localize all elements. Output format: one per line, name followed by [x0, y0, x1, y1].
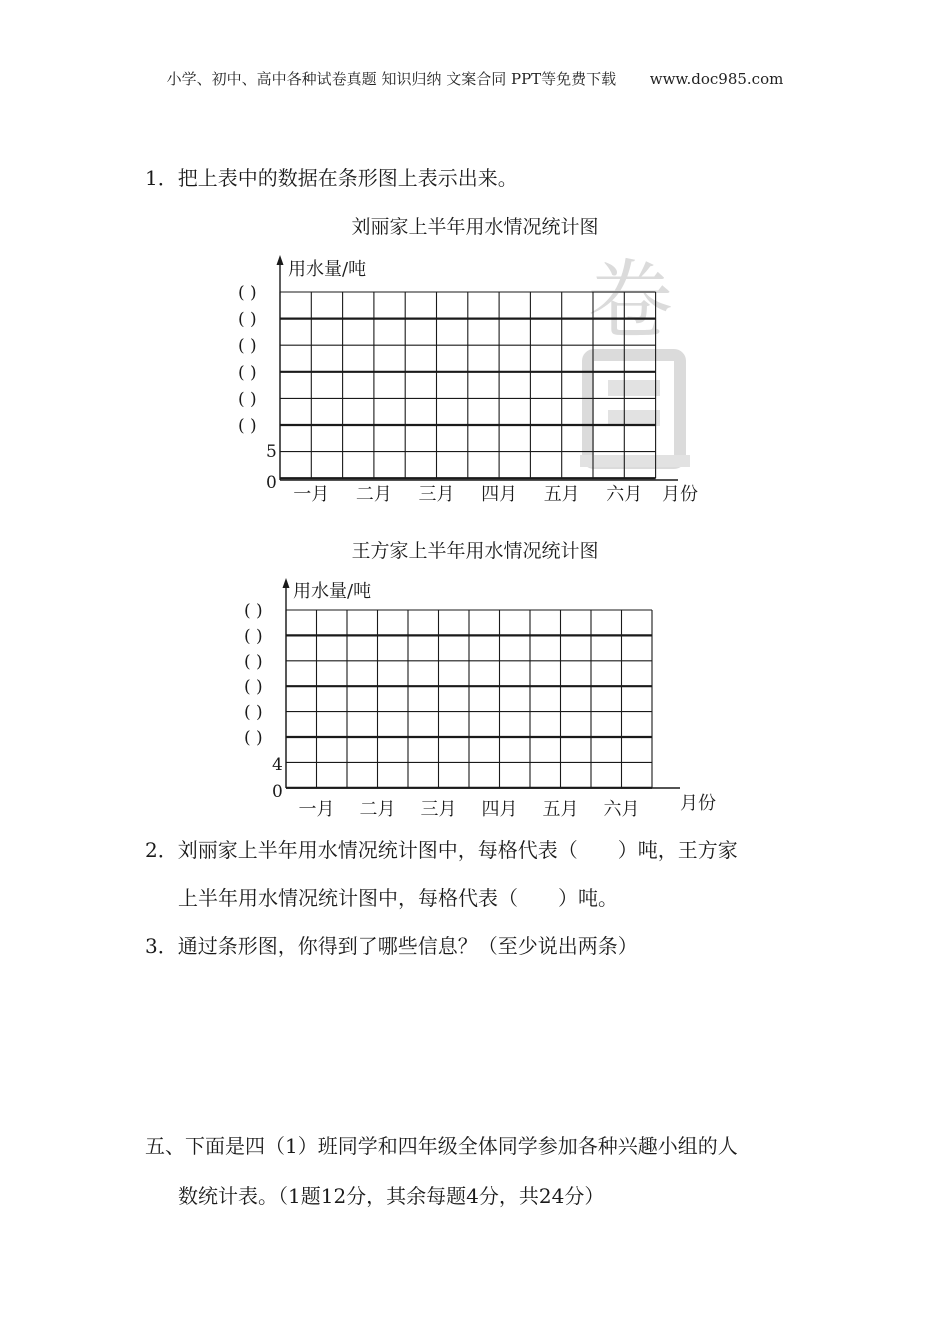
- chart-2-xlabel: 月份: [680, 793, 716, 814]
- chart-1-grid: [280, 292, 656, 478]
- question-1-number: 1．: [145, 166, 178, 190]
- chart-2-month-label: 二月: [359, 798, 396, 820]
- chart-2-month-label: 五月: [542, 798, 579, 820]
- chart-1-month-label: 三月: [418, 484, 455, 506]
- chart-2-ylabel: 用水量/吨: [293, 581, 372, 602]
- chart-1-ytick-blank: ( ): [238, 336, 257, 357]
- chart-2-month-label: 三月: [420, 798, 457, 820]
- question-2-number: 2．: [145, 838, 178, 862]
- question-2-line-1: 刘丽家上半年用水情况统计图中，每格代表（ ）吨，王方家: [177, 838, 738, 862]
- section-5-line-1: 五、下面是四（1）班同学和四年级全体同学参加各种兴趣小组的人: [145, 1134, 738, 1158]
- chart-1-ylabel: 用水量/吨: [288, 259, 367, 280]
- chart-2: [238, 573, 718, 823]
- chart-1-ytick-blank: ( ): [238, 389, 257, 410]
- chart-2-ytick-blank: ( ): [244, 728, 263, 748]
- question-3-text: 通过条形图，你得到了哪些信息？（至少说出两条）: [177, 934, 638, 958]
- chart-2-month-label: 六月: [603, 798, 640, 820]
- chart-2-ytick-blank: ( ): [244, 702, 263, 723]
- chart-2-ytick-blank: ( ): [244, 601, 263, 621]
- chart-1-origin: 0: [266, 473, 277, 493]
- chart-2-y-arrow-icon: [283, 578, 290, 588]
- chart-1-ytick-blank: ( ): [238, 283, 257, 303]
- chart-1-ytick-blank: ( ): [238, 309, 257, 330]
- chart-1-title: 刘丽家上半年用水情况统计图: [351, 216, 599, 238]
- chart-2-month-label: 四月: [481, 798, 518, 820]
- chart-1-xlabel: 月份: [662, 484, 698, 505]
- header-url: www.doc985.com: [649, 70, 784, 88]
- header-left-text: 小学、初中、高中各种试卷真题 知识归纳 文案合同 PPT等免费下载: [166, 70, 617, 88]
- chart-1-month-label: 二月: [355, 484, 392, 506]
- question-2-line-2: 上半年用水情况统计图中，每格代表（ ）吨。: [178, 886, 618, 910]
- chart-1-ytick-first: 5: [266, 442, 277, 462]
- chart-2-ytick-blanks: [244, 601, 263, 748]
- chart-2-origin: 0: [272, 782, 283, 802]
- chart-1-month-label: 六月: [606, 484, 643, 506]
- page-header: [0, 68, 950, 89]
- chart-2-ytick-blank: ( ): [244, 677, 263, 698]
- chart-1-ytick-blank: ( ): [238, 362, 257, 383]
- section-5-line-2: 数统计表。（1题12分，其余每题4分，共24分）: [178, 1184, 605, 1208]
- chart-1: [230, 250, 730, 512]
- chart-1-month-label: 一月: [293, 484, 330, 506]
- chart-1-month-label: 五月: [543, 484, 580, 506]
- question-1: [145, 164, 518, 192]
- chart-2-ytick-first: 4: [272, 755, 283, 775]
- chart-2-ytick-blank: ( ): [244, 626, 263, 647]
- chart-2-grid: [286, 610, 652, 788]
- question-2: [145, 836, 738, 864]
- chart-1-month-labels: [293, 484, 642, 505]
- chart-1-ytick-blanks: [238, 283, 257, 436]
- chart-2-month-labels: [299, 799, 640, 820]
- chart-1-y-arrow-icon: [277, 255, 284, 265]
- chart-1-month-label: 四月: [481, 484, 518, 506]
- question-3-number: 3．: [145, 934, 178, 958]
- chart-2-ytick-blank: ( ): [244, 651, 263, 672]
- chart-2-title: 王方家上半年用水情况统计图: [351, 540, 599, 562]
- watermark-char: 卷: [587, 251, 673, 351]
- chart-2-month-label: 一月: [298, 798, 335, 820]
- chart-1-ytick-blank: ( ): [238, 416, 257, 436]
- question-1-text: 把上表中的数据在条形图上表示出来。: [177, 166, 518, 190]
- question-3: [145, 932, 638, 960]
